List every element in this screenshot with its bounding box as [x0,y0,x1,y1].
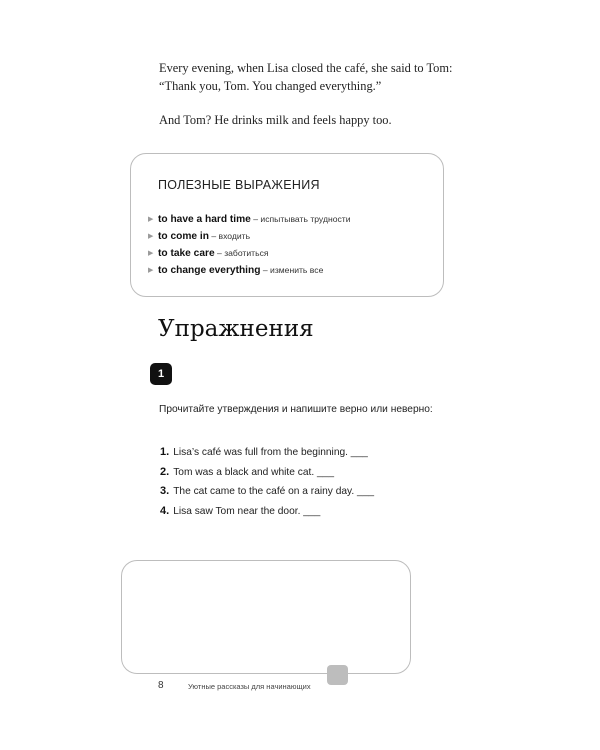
statement-text: The cat came to the café on a rainy day. ___ [173,486,375,497]
phrase-item [148,228,351,245]
statement-list [160,443,374,521]
phrase-english: to have a hard time [158,214,251,225]
statement-number: 2. [160,465,170,478]
statement-item [160,502,374,522]
story-paragraph: And Tom? He drinks milk and feels happy too. [159,113,392,127]
bullet-triangle-icon: ▶ [148,250,154,257]
phrase-item [148,211,351,228]
phrase-list [148,211,351,279]
bullet-triangle-icon: ▶ [148,267,154,274]
page-number: 8 [158,680,164,691]
statement-item [160,443,374,463]
statement-text: Lisa’s café was full from the beginning. ___ [173,447,368,458]
bullet-triangle-icon: ▶ [148,233,154,240]
statement-text: Lisa saw Tom near the door. ___ [173,505,321,517]
phrase-english: to take care [158,248,215,259]
page-tab-marker [327,665,348,685]
phrase-translation: – входить [208,231,251,241]
story-paragraph: Every evening, when Lisa closed the café, she said to Tom: “Thank you, Tom. You changed everything.” [159,61,453,93]
statement-number: 4. [160,504,170,517]
footer-book-title: Уютные рассказы для начинающих [188,682,311,691]
exercise-instruction: Прочитайте утверждения и напишите верно или неверно: [159,404,433,415]
statement-item [160,482,374,502]
statement-item [160,463,374,483]
exercise-number-badge: 1 [150,363,172,385]
phrase-item [148,245,351,262]
statement-number: 3. [160,485,170,497]
phrase-item [148,262,351,279]
phrase-english: to change everything [158,265,261,276]
phrase-translation: – изменить все [260,265,324,275]
useful-phrases-title: ПОЛЕЗНЫЕ ВЫРАЖЕНИЯ [158,178,320,192]
useful-phrases-box [130,153,444,297]
phrase-translation: – испытывать трудности [250,214,351,224]
phrase-translation: – заботиться [214,248,269,258]
statement-number: 1. [160,446,170,458]
notes-box [121,560,411,674]
exercises-heading: Упражнения [158,316,314,342]
statement-text: Tom was a black and white cat. ___ [173,466,335,478]
bullet-triangle-icon: ▶ [148,216,154,223]
phrase-english: to come in [158,231,209,242]
